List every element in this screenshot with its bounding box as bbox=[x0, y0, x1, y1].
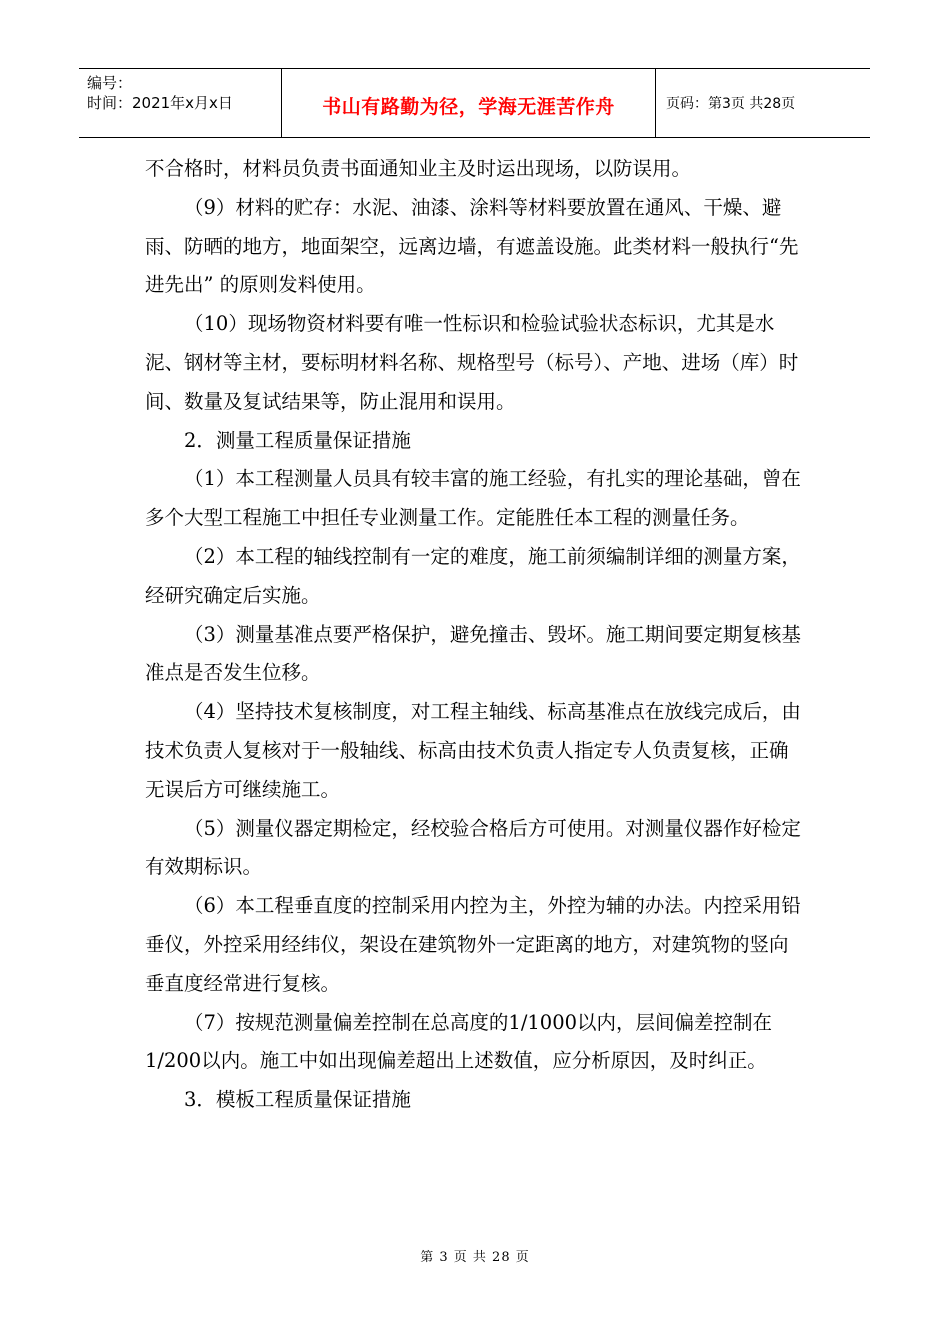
document-number-label: 编号： bbox=[87, 74, 133, 92]
body-paragraph: （4）坚持技术复核制度，对工程主轴线、标高基准点在放线完成后，由技术负责人复核对于一般轴线、标高由技术负责人指定专人负责复核，正确无误后方可继续施工。 bbox=[145, 700, 801, 801]
header-page-info: 页码：第3页 共28页 bbox=[666, 96, 796, 112]
body-paragraph: （5）测量仪器定期检定，经校验合格后方可使用。对测量仪器作好检定有效期标识。 bbox=[145, 816, 801, 879]
body-paragraph: （6）本工程垂直度的控制采用内控为主，外控为辅的办法。内控采用铅垂仪，外控采用经纬仪，架设在建筑物外一定距离的地方，对建筑物的竖向垂直度经常进行复核。 bbox=[145, 894, 801, 995]
section-heading: 2．测量工程质量保证措施 bbox=[184, 428, 411, 452]
document-body bbox=[145, 150, 805, 1120]
body-paragraph: （1）本工程测量人员具有较丰富的施工经验，有扎实的理论基础，曾在多个大型工程施工中担任专业测量工作。定能胜任本工程的测量任务。 bbox=[145, 467, 801, 530]
page-footer: 第 3 页 共 28 页 bbox=[420, 1250, 530, 1265]
body-paragraph: 不合格时，材料员负责书面通知业主及时运出现场，以防误用。 bbox=[145, 157, 692, 180]
page-header bbox=[79, 68, 870, 138]
header-meta-cell bbox=[79, 69, 282, 137]
header-motto: 书山有路勤为径，学海无涯苦作舟 bbox=[322, 95, 615, 118]
body-paragraph: （2）本工程的轴线控制有一定的难度，施工前须编制详细的测量方案，经研究确定后实施。 bbox=[145, 544, 801, 607]
body-paragraph: （3）测量基准点要严格保护，避免撞击、毁坏。施工期间要定期复核基准点是否发生位移。 bbox=[145, 622, 801, 685]
body-paragraph: （10）现场物资材料要有唯一性标识和检验试验状态标识，尤其是水泥、钢材等主材，要标明材料名称、规格型号（标号）、产地、进场（库）时间、数量及复试结果等，防止混用和误用。 bbox=[145, 312, 799, 413]
document-time-label: 时间：2021年x月x日 bbox=[87, 94, 233, 112]
header-motto-cell bbox=[282, 69, 656, 137]
body-paragraph: （9）材料的贮存：水泥、油漆、涂料等材料要放置在通风、干燥、避雨、防晒的地方，地面架空，远离边墙，有遮盖设施。此类材料一般执行“先进先出” 的原则发料使用。 bbox=[145, 195, 799, 297]
header-page-cell bbox=[656, 69, 870, 137]
section-heading: 3．模板工程质量保证措施 bbox=[184, 1088, 411, 1112]
body-paragraph: （7）按规范测量偏差控制在总高度的1/1000以内，层间偏差控制在1/200以内。施工中如出现偏差超出上述数值，应分析原因，及时纠正。 bbox=[145, 1010, 773, 1073]
